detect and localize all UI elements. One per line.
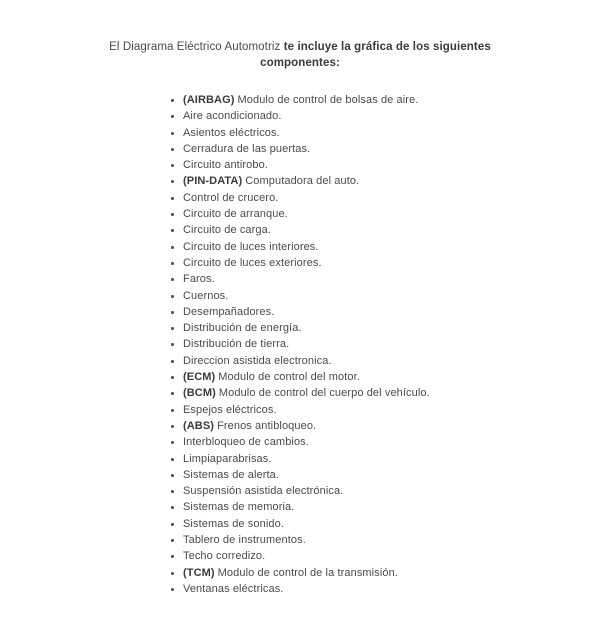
component-text: Sistemas de memoria. (183, 501, 295, 514)
list-item (183, 499, 600, 515)
component-text: Modulo de control del cuerpo del vehículo. (218, 387, 430, 400)
components-list (0, 92, 600, 597)
list-item (183, 320, 600, 336)
list-item (183, 173, 600, 189)
list-item (183, 483, 600, 499)
list-item (183, 353, 600, 369)
list-item (183, 206, 600, 222)
component-text: Distribución de tierra. (183, 338, 290, 351)
list-item (183, 125, 600, 141)
list-item (183, 548, 600, 564)
component-code: (ECM) (183, 371, 216, 384)
document-page (0, 39, 600, 639)
component-text: Tablero de instrumentos. (183, 534, 306, 547)
list-item (183, 434, 600, 450)
list-item (183, 288, 600, 304)
component-text: Ventanas eléctricas. (183, 582, 284, 595)
component-text: Aire acondicionado. (183, 110, 282, 123)
list-item (183, 336, 600, 352)
list-item (183, 304, 600, 320)
list-item (183, 255, 600, 271)
component-code: (TCM) (183, 566, 215, 579)
component-text: Suspensión asistida electrónica. (183, 485, 344, 498)
component-text: Control de crucero. (183, 191, 279, 204)
component-text: Espejos eléctricos. (183, 403, 277, 416)
list-item (183, 532, 600, 548)
list-item (183, 190, 600, 206)
component-text: Circuito antirobo. (183, 159, 268, 172)
component-text: Circuito de luces exteriores. (183, 256, 322, 269)
component-text: Circuito de carga. (183, 224, 272, 237)
component-text: Sistemas de alerta. (183, 468, 280, 481)
list-item (183, 239, 600, 255)
component-text: Limpiaparabrisas. (183, 452, 272, 465)
component-text: Direccion asistida electronica. (183, 354, 332, 367)
list-item (183, 385, 600, 401)
list-item (183, 565, 600, 581)
component-code: (ABS) (183, 419, 215, 432)
list-item (183, 222, 600, 238)
component-text: Cerradura de las puertas. (183, 142, 311, 155)
component-text: Circuito de luces interiores. (183, 240, 319, 253)
component-text: Asientos eléctricos. (183, 126, 280, 139)
component-text: Modulo de control de la transmisión. (217, 566, 398, 579)
component-text: Interbloqueo de cambios. (183, 436, 309, 449)
list-item (183, 92, 600, 108)
component-text: Techo corredizo. (183, 550, 266, 563)
component-text: Faros. (183, 273, 215, 286)
page-title-regular: El Diagrama Eléctrico Automotriz (109, 41, 284, 53)
component-text: Frenos antibloqueo. (217, 419, 317, 432)
component-text: Distribución de energía. (183, 322, 302, 335)
list-item (183, 157, 600, 173)
component-text: Sistemas de sonido. (183, 517, 284, 530)
list-item (183, 418, 600, 434)
list-item (183, 402, 600, 418)
component-text: Modulo de control de bolsas de aire. (237, 94, 419, 106)
component-code: (AIRBAG) (183, 94, 235, 106)
list-item (183, 467, 600, 483)
component-text: Circuito de arranque. (183, 208, 288, 221)
component-text: Desempañadores. (183, 305, 275, 318)
page-title-bold: te incluye la gráfica de los siguientes componentes: (260, 41, 491, 69)
component-text: Modulo de control del motor. (218, 371, 360, 384)
list-item (183, 451, 600, 467)
list-item (183, 369, 600, 385)
component-code: (BCM) (183, 387, 216, 400)
component-code: (PIN-DATA) (183, 175, 243, 188)
page-title (85, 39, 515, 71)
component-text: Computadora del auto. (245, 175, 360, 188)
list-item (183, 108, 600, 124)
list-item (183, 271, 600, 287)
component-text: Cuernos. (183, 289, 229, 302)
list-item (183, 141, 600, 157)
list-item (183, 516, 600, 532)
list-item (183, 581, 600, 597)
